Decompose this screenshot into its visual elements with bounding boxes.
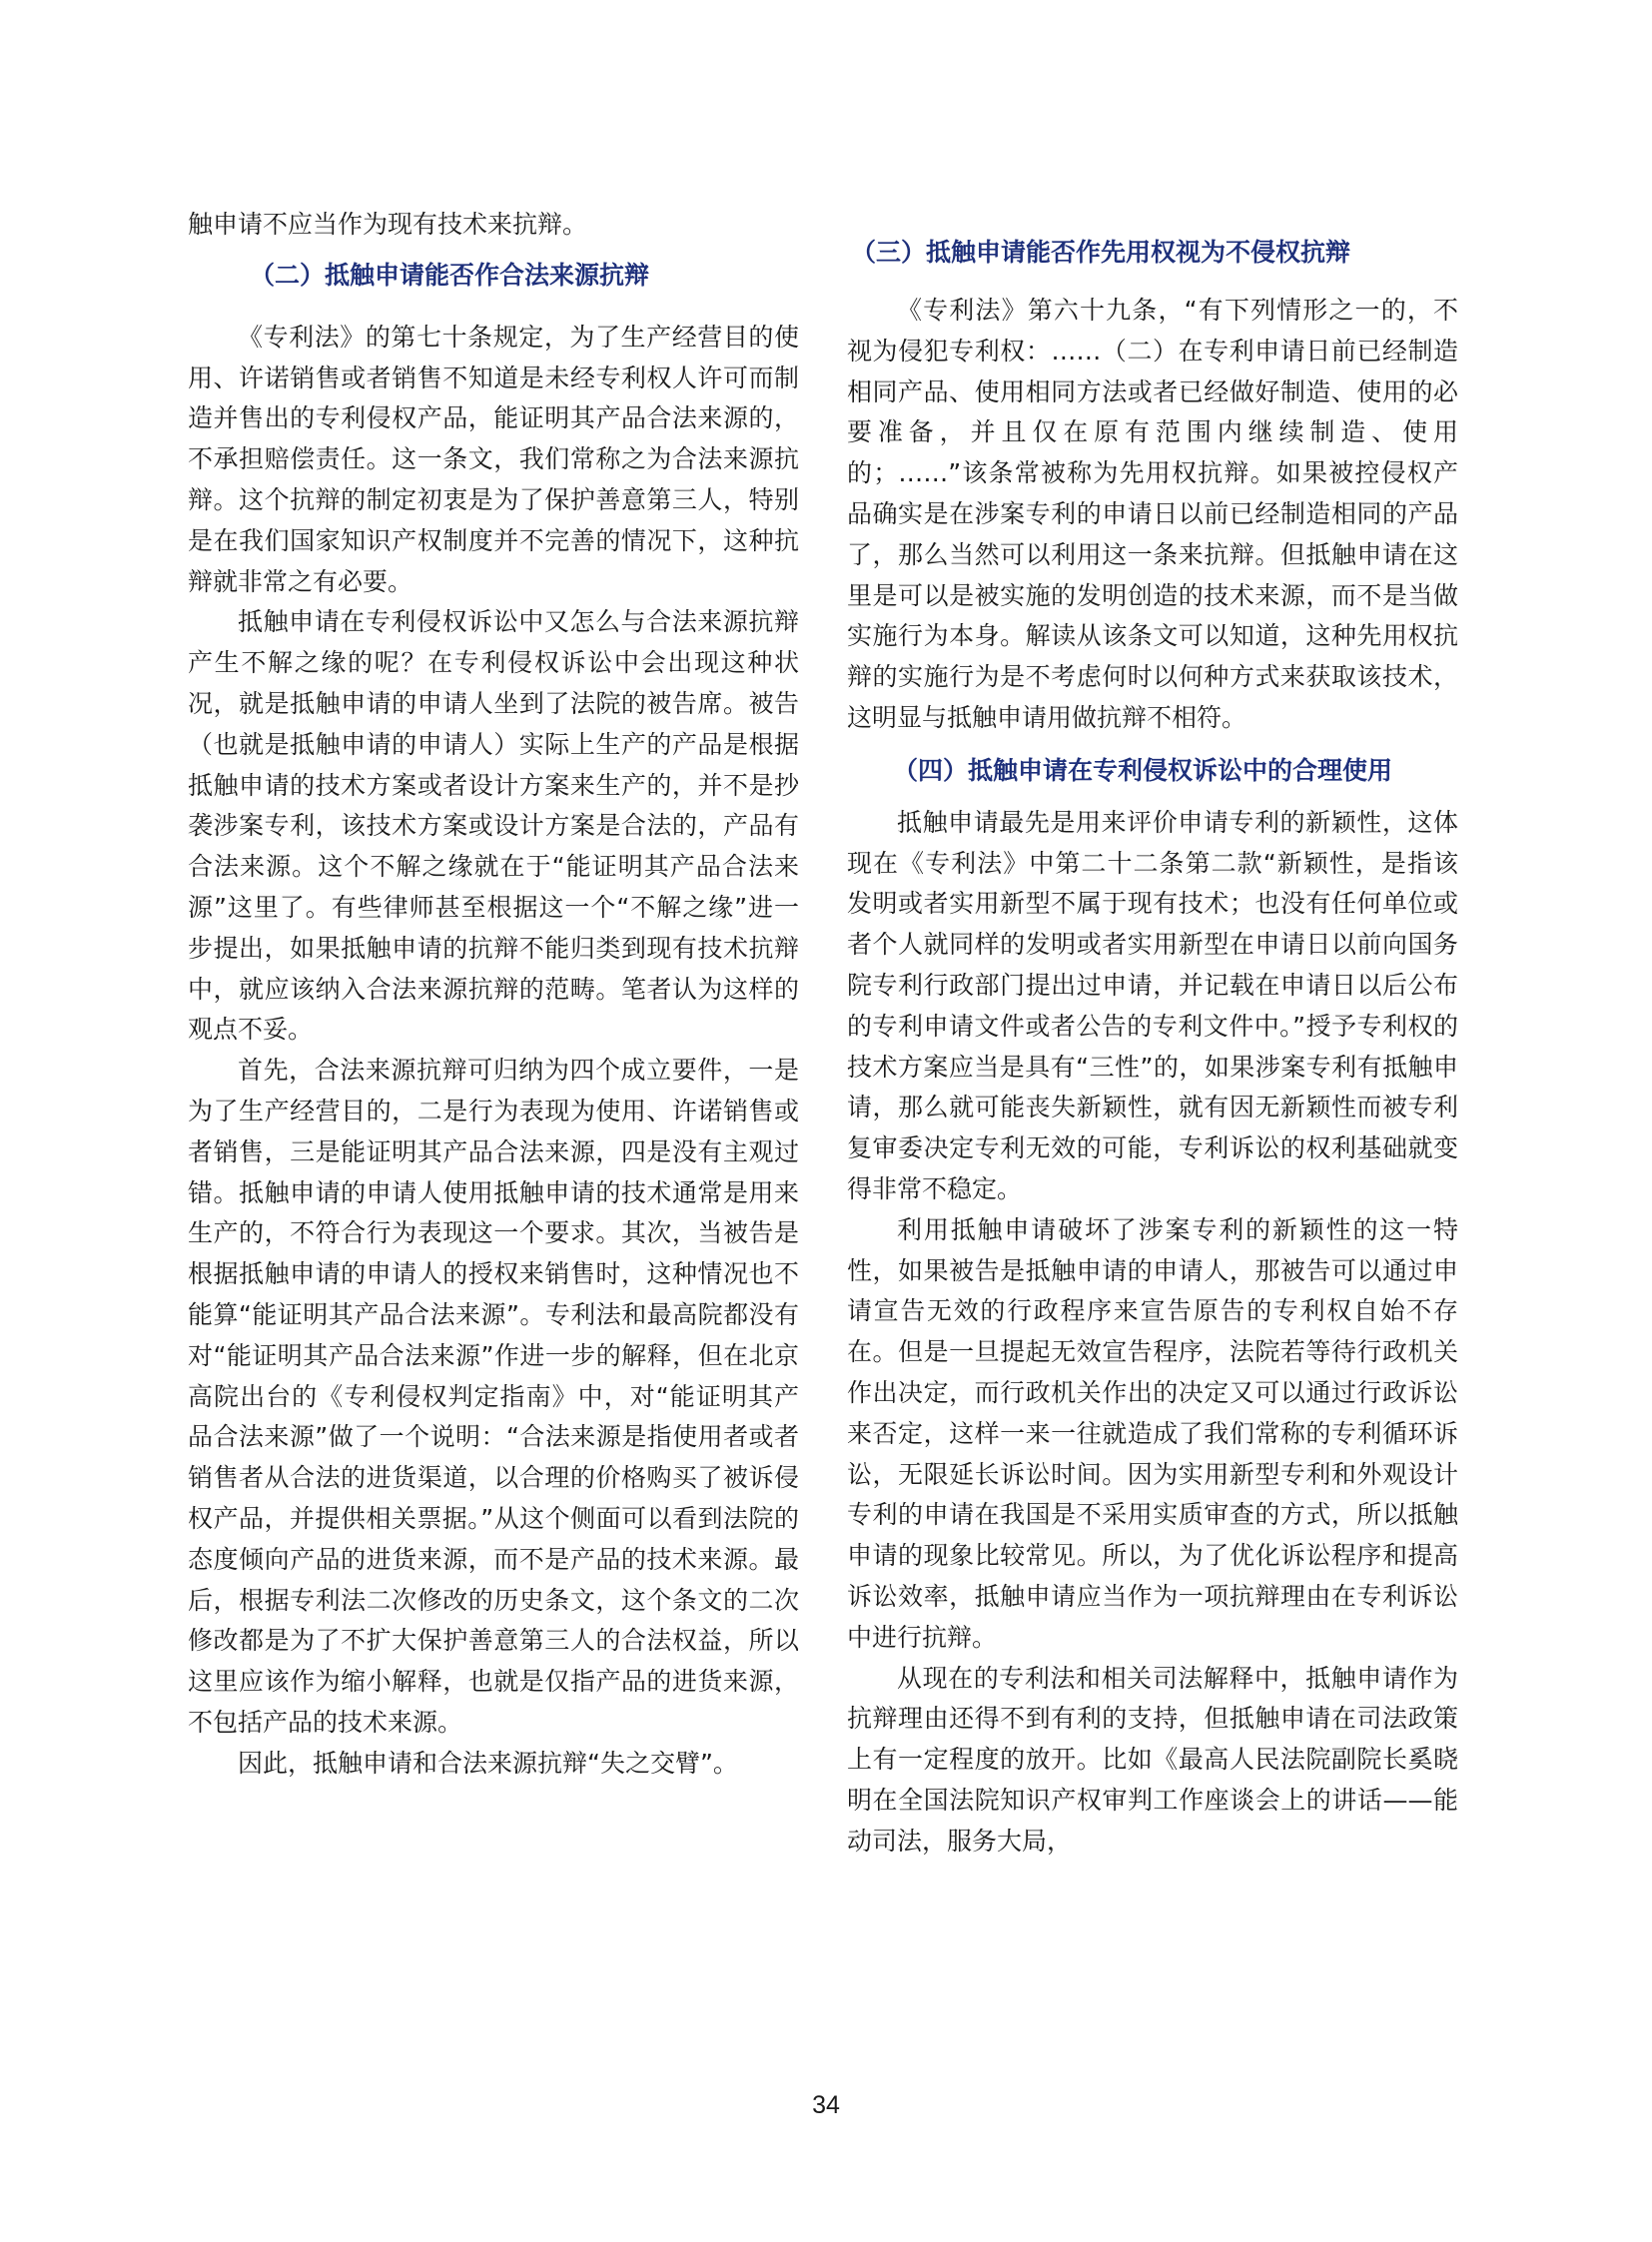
paragraph: 《专利法》的第七十条规定，为了生产经营目的使用、许诺销售或者销售不知道是未经专利权人许可而制造并售出的专利侵权产品，能证明其产品合法来源的，不承担赔偿责任。这一条文，我们常称之为合法来源抗辩。这个抗辩的制定初衷是为了保护善意第三人，特别是在我们国家知识产权制度并不完善的情况下，这种抗辩就非常之有必要。 bbox=[188, 322, 799, 596]
section-heading-2: （二）抵触申请能否作合法来源抗辩 bbox=[250, 260, 650, 290]
page-number: 34 bbox=[812, 2091, 840, 2119]
left-column bbox=[188, 205, 799, 1784]
paragraph: 利用抵触申请破坏了涉案专利的新颖性的这一特性，如果被告是抵触申请的申请人，那被告可以通过申请宣告无效的行政程序来宣告原告的专利权自始不存在。但是一旦提起无效宣告程序，法院若等待行政机关作出决定，而行政机关作出的决定又可以通过行政诉讼来否定，这样一来一往就造成了我们常称的专利循环诉讼，无限延长诉讼时间。因为实用新型专利和外观设计专利的申请在我国是不采用实质审查的方式，所以抵触申请的现象比较常见。所以，为了优化诉讼程序和提高诉讼效率，抵触申请应当作为一项抗辩理由在专利诉讼中进行抗辩。 bbox=[847, 1214, 1458, 1652]
section-heading-4: （四）抵触申请在专利侵权诉讼中的合理使用 bbox=[893, 755, 1393, 785]
paragraph: 抵触申请在专利侵权诉讼中又怎么与合法来源抗辩产生不解之缘的呢？在专利侵权诉讼中会出现这种状况，就是抵触申请的申请人坐到了法院的被告席。被告（也就是抵触申请的申请人）实际上生产的产品是根据抵触申请的技术方案或者设计方案来生产的，并不是抄袭涉案专利，该技术方案或设计方案是合法的，产品有合法来源。这个不解之缘就在于“能证明其产品合法来源”这里了。有些律师甚至根据这一个“不解之缘”进一步提出，如果抵触申请的抗辩不能归类到现有技术抗辩中，就应该纳入合法来源抗辩的范畴。笔者认为这样的观点不妥。 bbox=[188, 607, 799, 1045]
paragraph: 抵触申请最先是用来评价申请专利的新颖性，这体现在《专利法》中第二十二条第二款“新颖性，是指该发明或者实用新型不属于现有技术；也没有任何单位或者个人就同样的发明或者实用新型在申请日以前向国务院专利行政部门提出过申请，并记载在申请日以后公布的专利申请文件或者公告的专利文件中。”授予专利权的技术方案应当是具有“三性”的，如果涉案专利有抵触申请，那么就可能丧失新颖性，就有因无新颖性而被专利复审委决定专利无效的可能，专利诉讼的权利基础就变得非常不稳定。 bbox=[847, 807, 1458, 1203]
section-heading-3: （三）抵触申请能否作先用权视为不侵权抗辩 bbox=[851, 238, 1351, 267]
paragraph: 《专利法》第六十九条，“有下列情形之一的，不视为侵犯专利权：……（二）在专利申请日前已经制造相同产品、使用相同方法或者已经做好制造、使用的必要准备，并且仅在原有范围内继续制造、使用的；……”该条常被称为先用权抗辩。如果被控侵权产品确实是在涉案专利的申请日以前已经制造相同的产品了，那么当然可以利用这一条来抗辩。但抵触申请在这里是可以是被实施的发明创造的技术来源，而不是当做实施行为本身。解读从该条文可以知道，这种先用权抗辩的实施行为是不考虑何时以何种方式来获取该技术，这明显与抵触申请用做抗辩不相符。 bbox=[847, 296, 1458, 732]
continuation-paragraph: 触申请不应当作为现有技术来抗辩。 bbox=[188, 210, 588, 239]
paragraph: 因此，抵触申请和合法来源抗辩“失之交臂”。 bbox=[238, 1748, 738, 1778]
paragraph: 从现在的专利法和相关司法解释中，抵触申请作为抗辩理由还得不到有利的支持，但抵触申请在司法政策上有一定程度的放开。比如《最高人民法院副院长奚晓明在全国法院知识产权审判工作座谈会上的讲话——能动司法，服务大局， bbox=[847, 1663, 1458, 1856]
right-column bbox=[847, 205, 1458, 1862]
paragraph: 首先，合法来源抗辩可归纳为四个成立要件，一是为了生产经营目的，二是行为表现为使用、许诺销售或者销售，三是能证明其产品合法来源，四是没有主观过错。抵触申请的申请人使用抵触申请的技术通常是用来生产的，不符合行为表现这一个要求。其次，当被告是根据抵触申请的申请人的授权来销售时，这种情况也不能算“能证明其产品合法来源”。专利法和最高院都没有对“能证明其产品合法来源”作进一步的解释，但在北京高院出台的《专利侵权判定指南》中，对“能证明其产品合法来源”做了一个说明：“合法来源是指使用者或者销售者从合法的进货渠道，以合理的价格购买了被诉侵权产品，并提供相关票据。”从这个侧面可以看到法院的态度倾向产品的进货来源，而不是产品的技术来源。最后，根据专利法二次修改的历史条文，这个条文的二次修改都是为了不扩大保护善意第三人的合法权益，所以这里应该作为缩小解释，也就是仅指产品的进货来源，不包括产品的技术来源。 bbox=[188, 1056, 799, 1737]
